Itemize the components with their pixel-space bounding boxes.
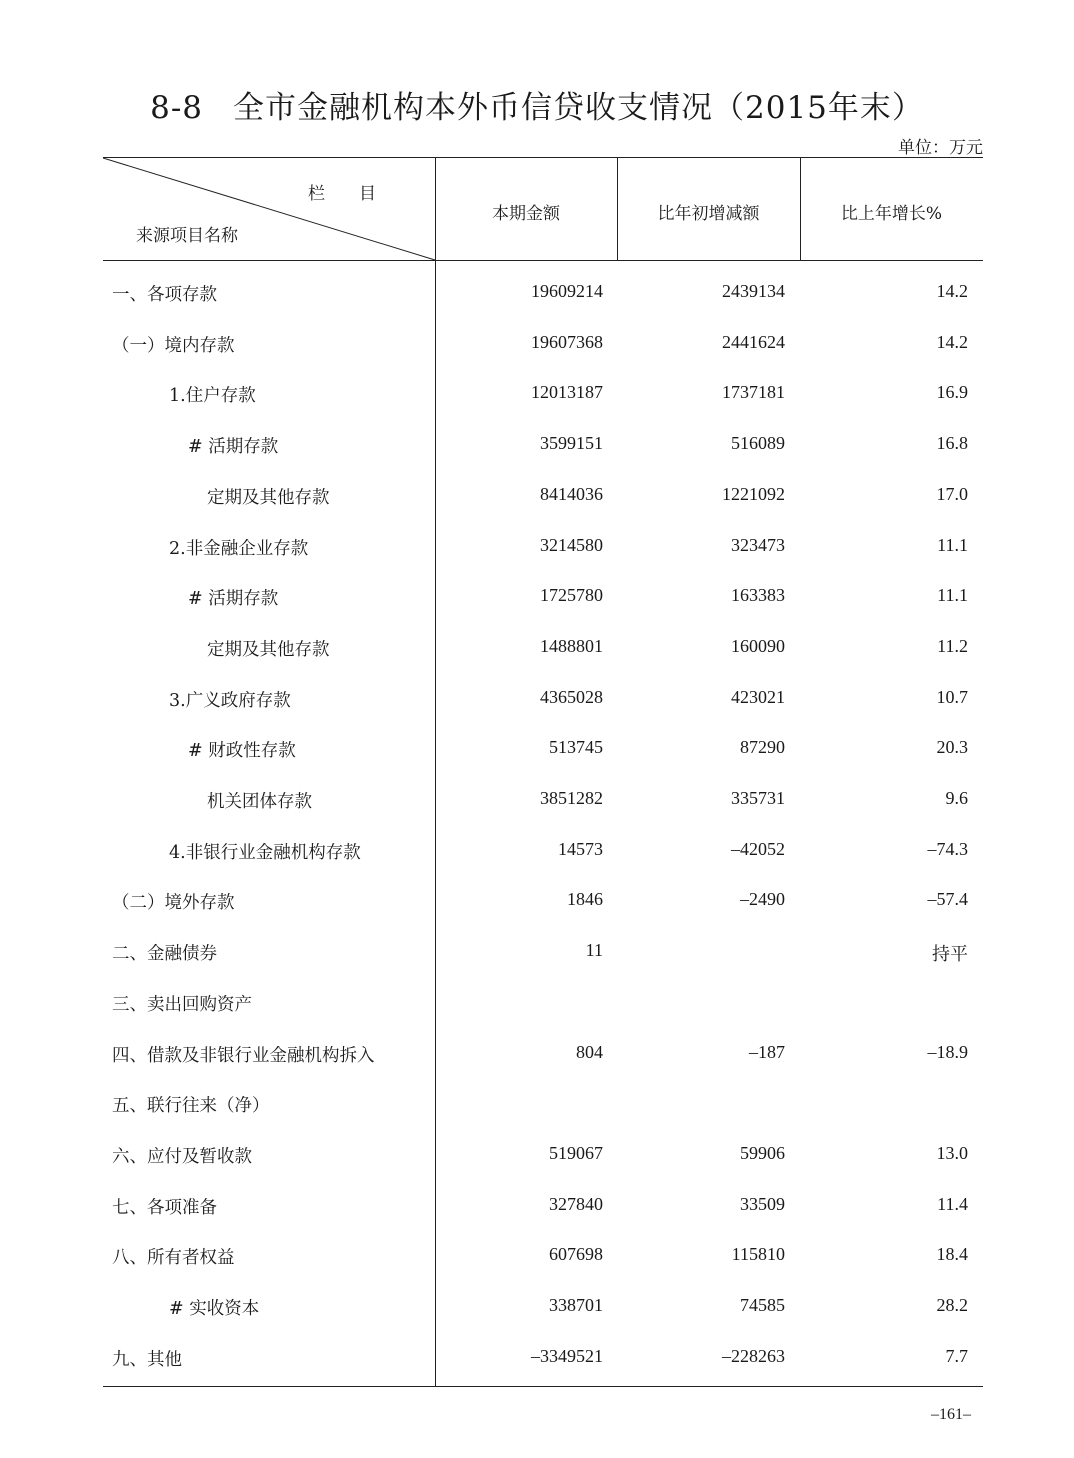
- row-label: 2.非金融企业存款: [169, 538, 309, 559]
- growth-rate-cell: 13.0: [936, 1142, 968, 1163]
- growth-rate-cell: 14.2: [936, 281, 968, 301]
- growth-rate-cell: –57.4: [927, 889, 968, 910]
- table-row: [103, 318, 983, 368]
- row-label: 机关团体存款: [207, 792, 312, 812]
- change-amount-cell: 33509: [740, 1193, 785, 1214]
- current-amount-cell: 338701: [549, 1295, 603, 1315]
- header-row-label: 来源项目名称: [136, 226, 238, 246]
- change-amount-cell: 516089: [731, 433, 785, 454]
- row-label: （一）境内存款: [112, 335, 235, 356]
- growth-rate-cell: 11.1: [937, 534, 968, 555]
- growth-rate-cell: 10.7: [936, 686, 968, 707]
- change-amount-cell: 1737181: [722, 382, 785, 403]
- current-amount-cell: 804: [576, 1041, 603, 1062]
- table-code: 8-8: [150, 90, 204, 126]
- row-label: 八、所有者权益: [112, 1248, 235, 1269]
- row-label: # 活期存款: [188, 589, 279, 610]
- change-amount-cell: 74585: [740, 1295, 785, 1315]
- current-amount-cell: 11: [585, 940, 603, 961]
- change-amount-cell: 87290: [740, 737, 785, 758]
- table-row: [103, 521, 983, 571]
- change-amount-cell: 163383: [731, 585, 785, 606]
- change-amount-cell: 2439134: [722, 281, 785, 301]
- growth-rate-cell: 11.2: [937, 635, 968, 656]
- row-label: 4.非银行业金融机构存款: [169, 842, 361, 863]
- table-row: [103, 1078, 983, 1128]
- current-amount-cell: 327840: [549, 1193, 603, 1214]
- row-label: 一、各项存款: [112, 285, 217, 305]
- row-label: # 活期存款: [188, 437, 279, 458]
- growth-rate-cell: 9.6: [945, 788, 968, 808]
- change-amount-cell: 335731: [731, 788, 785, 808]
- table-row: [103, 571, 983, 621]
- change-amount-cell: 323473: [731, 534, 785, 555]
- table-row: [103, 1028, 983, 1078]
- table-row: [103, 926, 983, 976]
- change-amount-cell: 1221092: [722, 483, 785, 504]
- current-amount-cell: 14573: [558, 838, 603, 859]
- change-amount-cell: 115810: [731, 1244, 785, 1265]
- table-row: [103, 368, 983, 418]
- unit-label: 单位：万元: [898, 138, 983, 158]
- growth-rate-cell: 16.8: [936, 433, 968, 454]
- table-row: [103, 1332, 983, 1382]
- growth-rate-cell: 17.0: [936, 483, 968, 504]
- current-amount-cell: 4365028: [540, 686, 603, 707]
- current-amount-cell: 19607368: [531, 331, 603, 352]
- table-row: [103, 723, 983, 773]
- table-row: [103, 825, 983, 875]
- change-amount-cell: 59906: [740, 1142, 785, 1163]
- table-row: [103, 1129, 983, 1179]
- current-amount-cell: 1725780: [540, 585, 603, 606]
- growth-rate-cell: 18.4: [936, 1244, 968, 1265]
- current-amount-cell: 3214580: [540, 534, 603, 555]
- change-amount-cell: 2441624: [722, 331, 785, 352]
- current-amount-cell: –3349521: [531, 1345, 603, 1366]
- growth-rate-cell: 14.2: [936, 331, 968, 352]
- growth-rate-cell: 11.4: [937, 1193, 968, 1214]
- row-label: 九、其他: [112, 1349, 182, 1370]
- row-label: 七、各项准备: [112, 1197, 217, 1218]
- table-row: [103, 673, 983, 723]
- change-amount-cell: –2490: [740, 889, 785, 910]
- current-amount-cell: 1846: [567, 889, 603, 910]
- growth-rate-cell: 持平: [932, 944, 968, 965]
- change-amount-cell: 160090: [731, 635, 785, 656]
- table-row: [103, 1230, 983, 1280]
- table-bottom-rule: [103, 1386, 983, 1387]
- current-amount-cell: 519067: [549, 1142, 603, 1163]
- change-amount-cell: 423021: [731, 686, 785, 707]
- growth-rate-cell: –74.3: [927, 838, 968, 859]
- header-current-amount: 本期金额: [492, 204, 560, 224]
- row-label: # 实收资本: [169, 1299, 260, 1319]
- row-label: 定期及其他存款: [207, 639, 330, 660]
- table-row: [103, 419, 983, 469]
- table-row: [103, 622, 983, 672]
- current-amount-cell: 607698: [549, 1244, 603, 1265]
- page-number: –161–: [931, 1406, 971, 1423]
- current-amount-cell: 12013187: [531, 382, 603, 403]
- current-amount-cell: 513745: [549, 737, 603, 758]
- current-amount-cell: 3599151: [540, 433, 603, 454]
- header-column-label: 栏 目: [308, 184, 376, 204]
- table-row: [103, 875, 983, 925]
- page-title: [0, 82, 1074, 127]
- row-label: 二、金融债券: [112, 944, 217, 965]
- current-amount-cell: 3851282: [540, 788, 603, 808]
- current-amount-cell: 1488801: [540, 635, 603, 656]
- change-amount-cell: –187: [749, 1041, 785, 1062]
- table-row: [103, 267, 983, 317]
- change-amount-cell: –42052: [731, 838, 785, 859]
- row-label: 三、卖出回购资产: [112, 994, 252, 1015]
- growth-rate-cell: 16.9: [936, 382, 968, 403]
- current-amount-cell: 19609214: [531, 281, 603, 301]
- table-title-text: 全市金融机构本外币信贷收支情况（2015年末）: [233, 90, 924, 126]
- table-row: [103, 977, 983, 1027]
- row-label: 定期及其他存款: [207, 487, 330, 508]
- table-row: [103, 774, 983, 824]
- header-change-since-year-start: 比年初增减额: [657, 204, 760, 224]
- growth-rate-cell: –18.9: [927, 1041, 968, 1062]
- current-amount-cell: 8414036: [540, 483, 603, 504]
- growth-rate-cell: 28.2: [936, 1295, 968, 1315]
- table-row: [103, 1180, 983, 1230]
- table-row: [103, 1281, 983, 1331]
- row-label: 3.广义政府存款: [169, 690, 291, 711]
- row-label: 1.住户存款: [169, 386, 256, 407]
- header-yoy-growth: 比上年增长%: [840, 204, 943, 224]
- growth-rate-cell: 7.7: [945, 1345, 968, 1366]
- row-label: 六、应付及暂收款: [112, 1146, 252, 1167]
- row-label: （二）境外存款: [112, 893, 235, 914]
- change-amount-cell: –228263: [722, 1345, 785, 1366]
- growth-rate-cell: 20.3: [936, 737, 968, 758]
- growth-rate-cell: 11.1: [937, 585, 968, 606]
- row-label: 五、联行往来（净）: [112, 1096, 270, 1117]
- row-label: # 财政性存款: [188, 741, 296, 762]
- row-label: 四、借款及非银行业金融机构拆入: [112, 1045, 375, 1066]
- table-row: [103, 470, 983, 520]
